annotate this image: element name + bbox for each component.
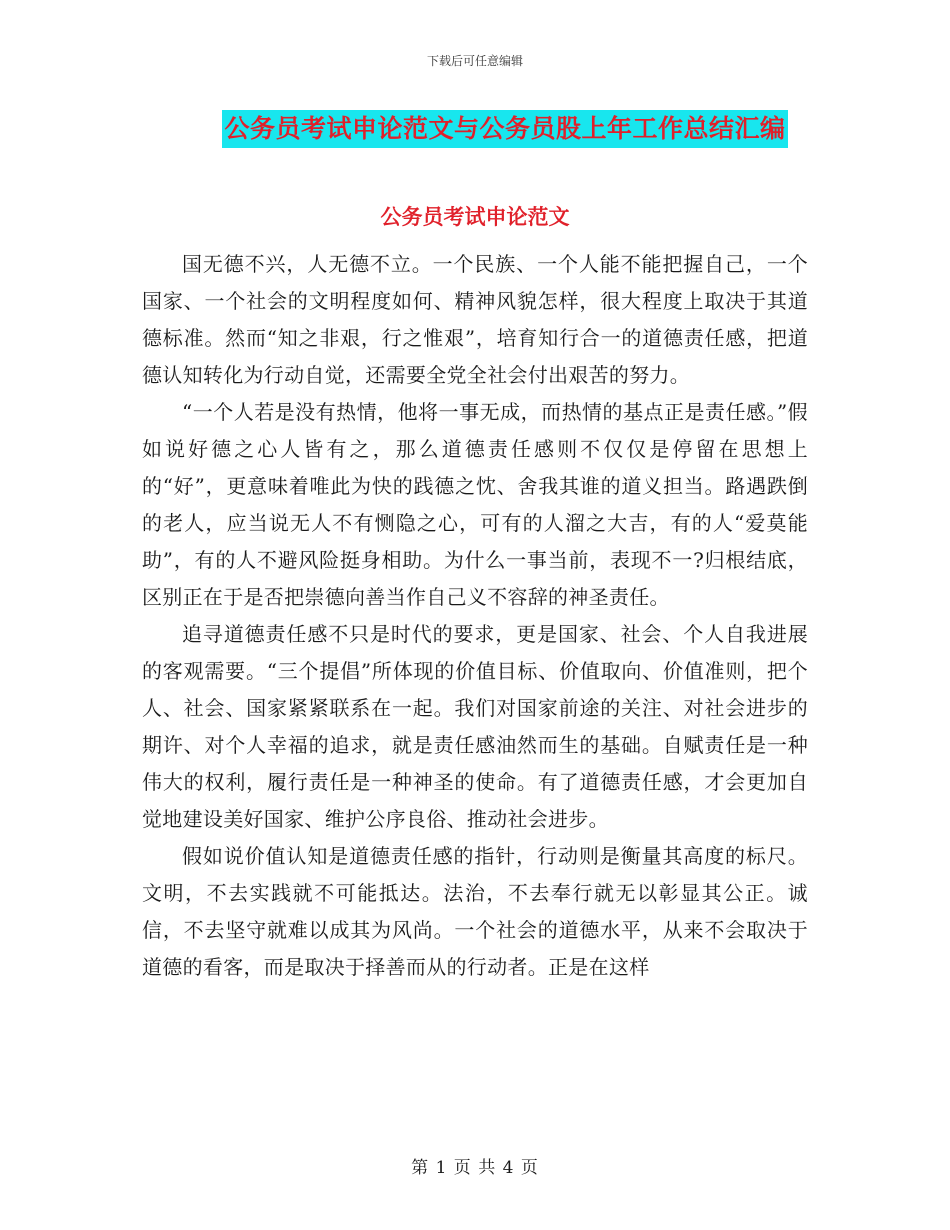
paragraph: 假如说价值认知是道德责任感的指针，行动则是衡量其高度的标尺。文明，不去实践就不可能抵达。法治，不去奉行就无以彰显其公正。诚信，不去坚守就难以成其为风尚。一个社会的道德水平，从来不会取决于道德的看客，而是取决于择善而从的行动者。正是在这样: [142, 844, 808, 979]
document-title: 公务员考试申论范文与公务员股上年工作总结汇编: [222, 110, 787, 148]
paragraph: 国无德不兴，人无德不立。一个民族、一个人能不能把握自己，一个国家、一个社会的文明程度如何、精神风貌怎样，很大程度上取决于其道德标准。然而“知之非艰，行之惟艰”，培育知行合一的道德责任感，把道德认知转化为行动自觉，还需要全党全社会付出艰苦的努力。: [142, 252, 808, 387]
section-title: 公务员考试申论范文: [380, 205, 570, 229]
paragraph: “一个人若是没有热情，他将一事无成，而热情的基点正是责任感。”假如说好德之心人皆有之，那么道德责任感则不仅仅是停留在思想上的“好”，更意味着唯此为快的践德之忱、舍我其谁的道义担当。路遇跌倒的老人，应当说无人不有恻隐之心，可有的人溜之大吉，有的人“爱莫能助”，有的人不避风险挺身相助。为什么一事当前，表现不一?归根结底，区别正在于是否把崇德向善当作自己义不容辞的神圣责任。: [142, 400, 808, 609]
document-body: [142, 246, 808, 986]
page-number: 第 1 页 共 4 页: [411, 1158, 539, 1178]
paragraph: 追寻道德责任感不只是时代的要求，更是国家、社会、个人自我进展的客观需要。“三个提倡”所体现的价值目标、价值取向、价值准则，把个人、社会、国家紧紧联系在一起。我们对国家前途的关注、对社会进步的期许、对个人幸福的追求，就是责任感油然而生的基础。自赋责任是一种伟大的权利，履行责任是一种神圣的使命。有了道德责任感，才会更加自觉地建设美好国家、维护公序良俗、推动社会进步。: [142, 622, 808, 831]
document-title-container: [0, 110, 950, 148]
page-header-note: 下载后可任意编辑: [426, 54, 523, 68]
